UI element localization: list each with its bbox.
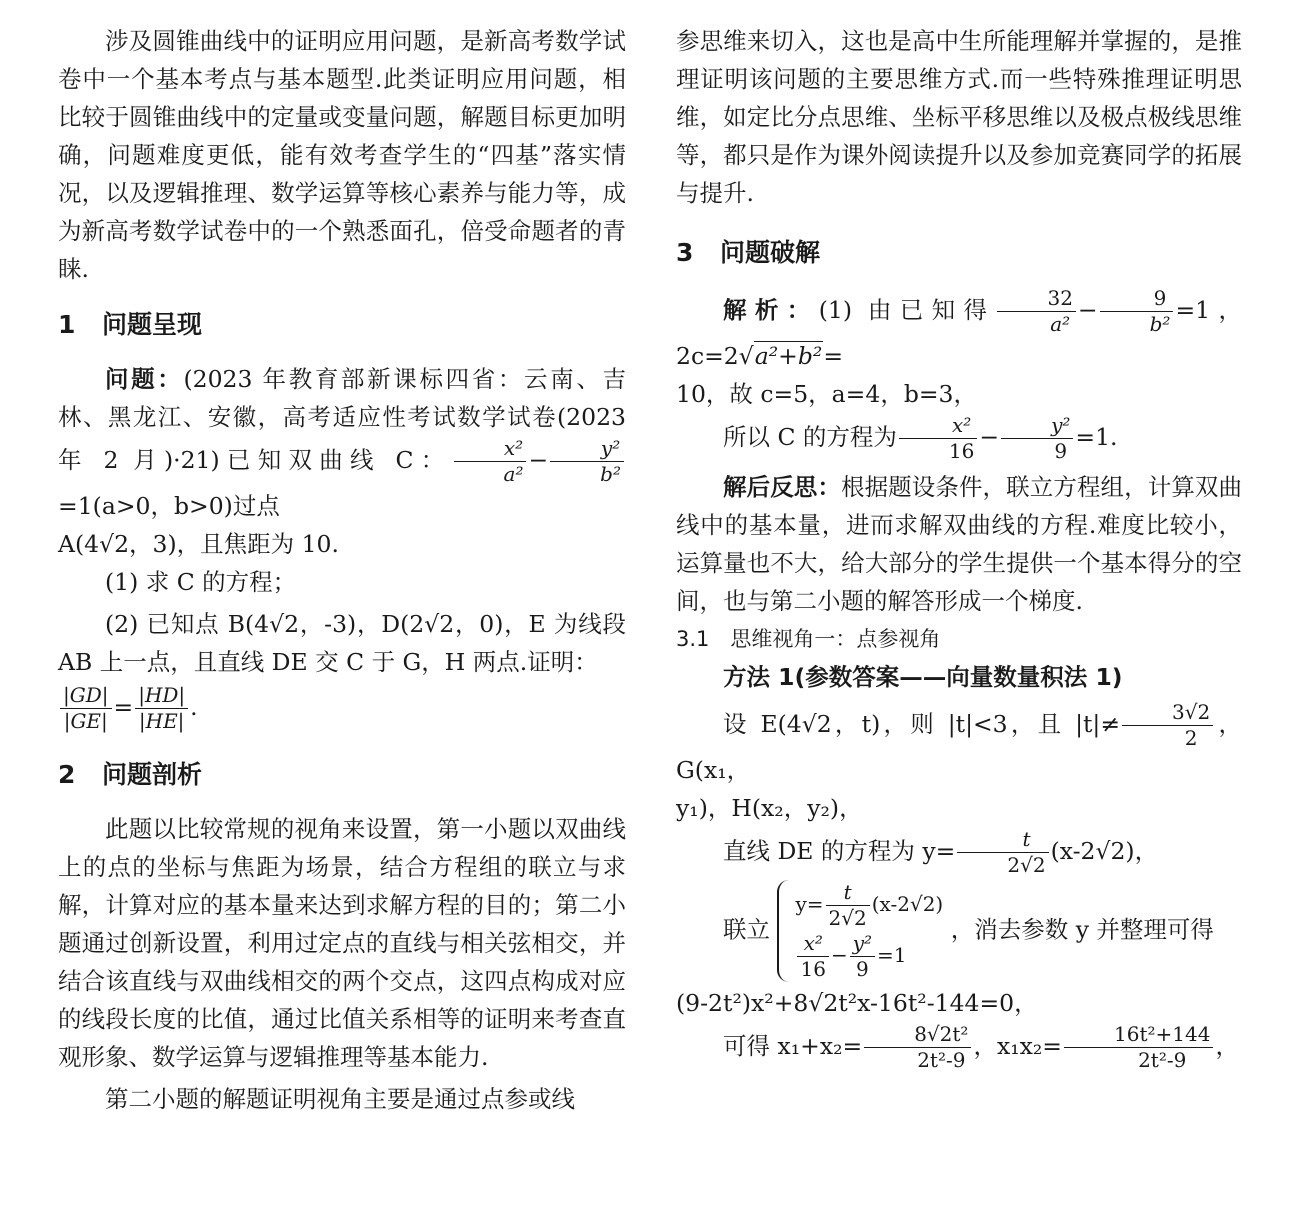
right-column [676,22,1242,1073]
left-column [58,22,626,1118]
hyperbola-fraction-x: $\frac{\text{x²}}{\text{a²}}$ [454,436,527,487]
equation-brace: y= $\frac{t}{2√2}$ (x-2√2) $\frac{\text{x²}}{16}$ − $\frac{\text{y²}}{9}$ =1 [777,880,943,982]
intro-paragraph: 涉及圆锥曲线中的证明应用问题，是新高考数学试卷中一个基本考点与基本题型.此类证明应用问题，相比较于圆锥曲线中的定量或变量问题，解题目标更加明确，问题难度更低，能有效考查学生的“四基”落实情况，以及逻辑推理、数学运算等核心素养与能力等，成为新高考数学试卷中的一个熟悉面孔，倍受命题者的青睐. [58,27,626,283]
problem-label: 问题： [105,365,184,393]
set-gh-line: y₁)，H(x₂，y₂)， [676,794,863,822]
ratio-equation: $\frac{|GD|}{|GE|}$ = $\frac{|HD|}{|HE|}$ . [58,683,626,734]
section-1-heading: 1 问题呈现 [58,310,203,339]
hyperbola-fraction-y: $\frac{\text{y²}}{\text{b²}}$ [550,436,624,487]
question-2: (2) 已知点 B(4√2，-3)，D(2√2，0)，E 为线段 AB 上一点，且直线 DE 交 C 于 G，H 两点.证明： [58,610,626,676]
solution-line-2: 10，故 c=5，a=4，b=3， [676,380,978,408]
quadratic-equation: (9-2t²)x²+8√2t²x-16t²-144=0， [676,989,1038,1017]
continued-paragraph: 参思维来切入，这也是高中生所能理解并掌握的，是推理证明该问题的主要思维方式.而一些特殊推理证明思维，如定比分点思维、坐标平移思维以及极点极线思维等，都只是作为课外阅读提升以及参加竞赛同学的拓展与提升. [676,27,1242,207]
method-1-heading: 方法 1(参数答案——向量数量积法 1) [723,663,1123,691]
system-of-equations: 联立 y= $\frac{t}{2√2}$ (x-2√2) $\frac{\text{x²}}{16}$ − $\frac{\text{y²}}{9}$ =1 ，消去参数 y 并整理可得 [723,880,1214,981]
set-e-line: 设 E(4√2，t)，则 |t|<3，且 |t|≠ $\frac{3√2}{2}$ ，G(x₁， [676,700,1242,784]
solution-line-1: 解析：(1) 由已知得 $\frac{32}{\text{a²}}$ − $\frac{9}{\text{b²}}$ =1，2c=2√a²+b²= [676,286,1242,370]
reflection-paragraph: 解后反思：根据题设条件，联立方程组，计算双曲线中的基本量，进而求解双曲线的方程.难度比较小，运算量也不大，给大部分的学生提供一个基本得分的空间，也与第二小题的解答形成一个梯度. [676,473,1243,615]
problem-statement: 问题：(2023 年教育部新课标四省：云南、吉林、黑龙江、安徽，高考适应性考试数学试卷(2023 年 2 月)·21)已知双曲线 C： $\frac{\text{x²}}{\text{a²}}$ − $\frac{\text{y²}}{\text{b²}}$ =1(a>0，b>0)过点 [58,365,626,520]
question-1: (1) 求 C 的方程； [105,568,297,596]
line-de-equation: 直线 DE 的方程为 y= $\frac{t}{2√2}$ (x-2√2)， [723,827,1159,877]
reflection-label: 解后反思： [723,473,841,501]
subsection-3-1: 3.1 思维视角一：点参视角 [676,627,941,651]
section-3-heading: 3 问题破解 [676,238,821,267]
section-2-heading: 2 问题剖析 [58,760,203,789]
solution-line-3: 所以 C 的方程为 $\frac{\text{x²}}{16}$ − $\frac{\text{y²}}{9}$ =1. [723,413,1118,463]
problem-point-a: A(4√2，3)，且焦距为 10. [58,530,339,558]
analysis-paragraph-1: 此题以比较常规的视角来设置，第一小题以双曲线上的点的坐标与焦距为场景，结合方程组的联立与求解，计算对应的基本量来达到求解方程的目的；第二小题通过创新设置，利用过定点的直线与相关弦相交，并结合该直线与双曲线相交的两个交点，这四点构成对应的线段长度的比值，通过比值关系相等的证明来考查直观形象、数学运算与逻辑推理等基本能力. [58,815,626,1071]
analysis-paragraph-2: 第二小题的解题证明视角主要是通过点参或线 [105,1085,575,1113]
vieta-equation: 可得 x₁+x₂= $\frac{\text{8√2t²}}{\text{2t²-9}}$ ，x₁x₂= $\frac{\text{16t²+144}}{\text{2t²-9}}$ ， [723,1022,1239,1072]
solution-label: 解析： [723,296,819,324]
